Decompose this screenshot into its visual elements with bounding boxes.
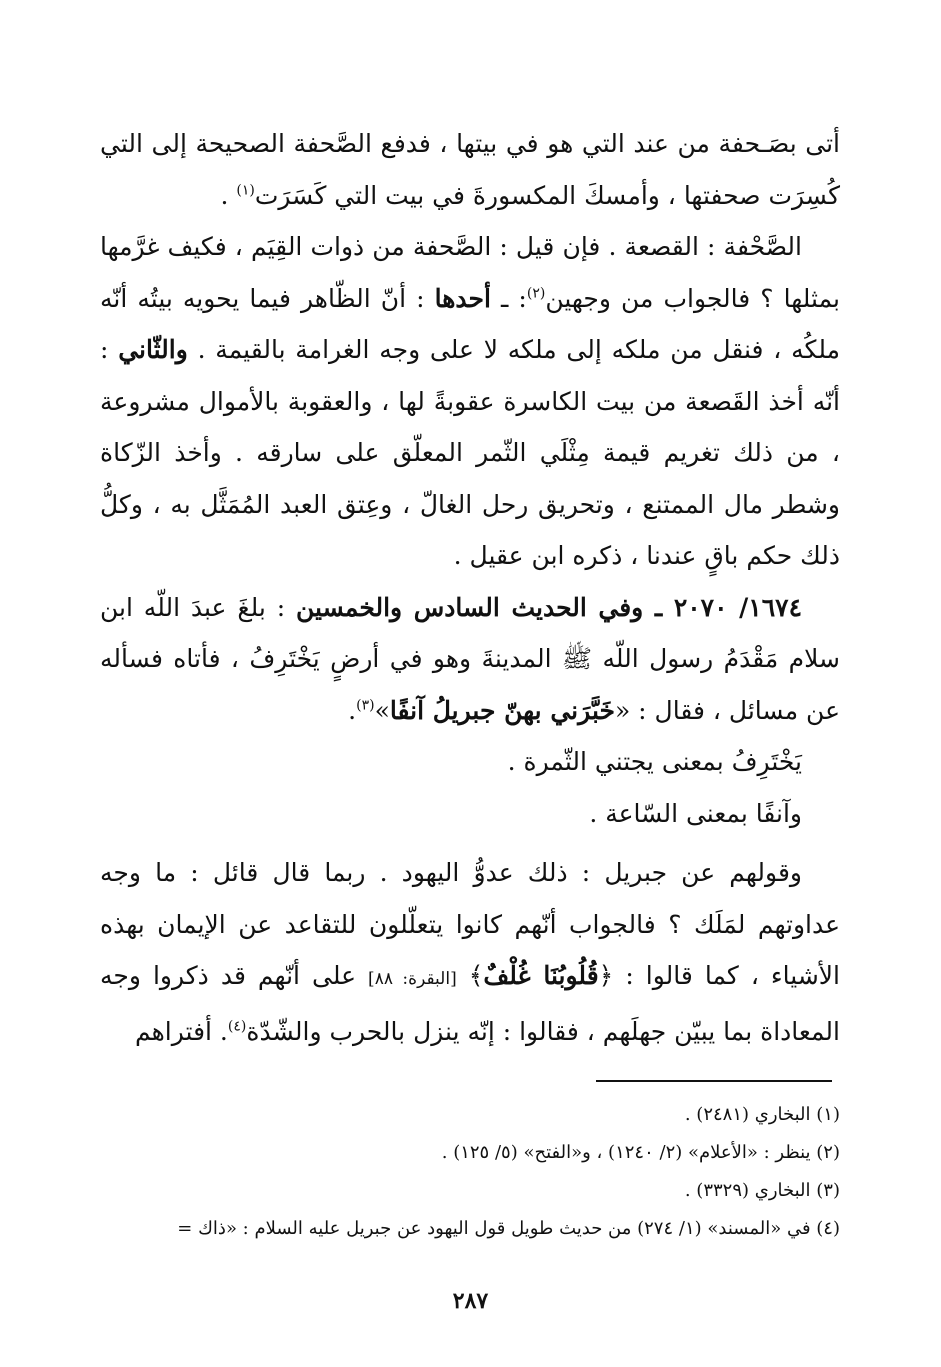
- paragraph-text: .: [220, 180, 237, 210]
- footnote-ref: (٣): [356, 697, 375, 714]
- paragraph-4: [100, 736, 840, 788]
- paragraph-text: : أنّ الظّاهر فيما يحويه بيتُه أنّه ملكُه ، فنقل من ملكه إلى ملكه لا على وجه الغرامة بالقيمة .: [100, 283, 840, 364]
- paragraph-text: الصَّحْفة : القصعة . فإن قيل : الصَّحفة من ذوات القِيَم ، فكيف غرَّمها بمثلها ؟ فالجواب من وجهين: [100, 232, 841, 313]
- paragraph-text: أتى بصَـحفة من عند التي هو في بيتها ، فدفع الصَّحفة الصحيحة إلى التي كُسِرَت صحفتها ، وأمسكَ المكسورةَ في بيت التي كَسَرَت: [100, 129, 840, 210]
- paragraph-text: ﴾: [456, 961, 484, 990]
- page-number: ٢٨٧: [452, 1288, 489, 1314]
- paragraph-text: .: [348, 695, 357, 725]
- paragraph-text: »: [374, 695, 390, 725]
- bold-term: أحدها: [434, 283, 491, 313]
- paragraph-text: على أنّهم قد ذكروا وجه المعاداة بما يبيّن جهلَهم ، فقالوا : إنّه ينزل بالحرب والشّدّة: [100, 961, 840, 1046]
- paragraph-5: [100, 788, 840, 840]
- paragraph-2: [100, 221, 840, 582]
- hadith-heading: ١٦٧٤/ ٢٠٧٠ ـ وفي الحديث السادس والخمسين: [296, 592, 802, 622]
- paragraph-text: : بلغَ عبدَ اللّه ابن سلام مَقْدَمُ رسول اللّه ﷺ المدينةَ وهو في أرضٍ يَخْتَرِفُ ، فأتاه فسأله عن مسائل ، فقال : «: [100, 592, 840, 725]
- footnote-ref: (٢): [526, 285, 546, 302]
- footnote-ref: (١): [236, 182, 255, 199]
- paragraph-6: [100, 847, 840, 1057]
- footnote-ref: (٤): [227, 1018, 247, 1035]
- footnotes: [100, 1096, 840, 1248]
- footnote-2: (٢) ينظر : «الأعلام» (٢/ ١٢٤٠) ، و«الفتح» (٥/ ١٢٥) .: [441, 1142, 840, 1163]
- quran-citation: [البقرة: ٨٨]: [368, 969, 457, 989]
- paragraph-text: وقولهم عن جبريل : ذلك عدوُّ اليهود . ربما قال قائل : ما وجه عداوتهم لمَلَك ؟ فالجواب أنّهم كانوا يتعلّلون للتقاعد عن الإيمان بهذه الأشياء ، كما قالوا : ﴿: [100, 858, 840, 990]
- paragraph-3: [100, 582, 840, 737]
- paragraph-text: يَخْتَرِفُ بمعنى يجتني الثّمرة .: [507, 747, 802, 776]
- paragraph-text: : ـ: [490, 283, 527, 313]
- paragraph-text: . أفتراهم: [134, 1016, 228, 1046]
- bold-term: والثّاني: [118, 335, 188, 364]
- footnote-3: (٣) البخاري (٣٣٢٩) .: [684, 1180, 840, 1201]
- footnote-4: (٤) في «المسند» (١/ ٢٧٤) من حديث طويل قول اليهود عن جبريل عليه السلام : «ذاك =: [177, 1218, 840, 1239]
- main-text: [100, 118, 840, 1057]
- hadith-quote: خَبَّرَني بهنّ جبريلُ آنفًا: [389, 695, 615, 725]
- footnote-1: (١) البخاري (٢٤٨١) .: [684, 1104, 840, 1125]
- quran-quote: قُلُوبُنَا غُلْفٌ: [483, 961, 599, 990]
- paragraph-1: [100, 118, 840, 221]
- footnote-separator: [596, 1080, 832, 1082]
- paragraph-text: وآنفًا بمعنى السّاعة .: [589, 798, 802, 828]
- paragraph-text: : أنّه أخذ القَصعة من بيت الكاسرة عقوبةً لها ، والعقوبة بالأموال مشروعة ، من ذلك تغريم قيمة مِثْلَي الثّمر المعلّق على سارقه . وأخذ الزّكاة وشطر مال الممتنع ، وتحريق رحل الغالّ ، وعِتق العبد المُمَثَّل به ، وكلُّ ذلك حكم باقٍ عندنا ، ذكره ابن عقيل .: [100, 335, 840, 570]
